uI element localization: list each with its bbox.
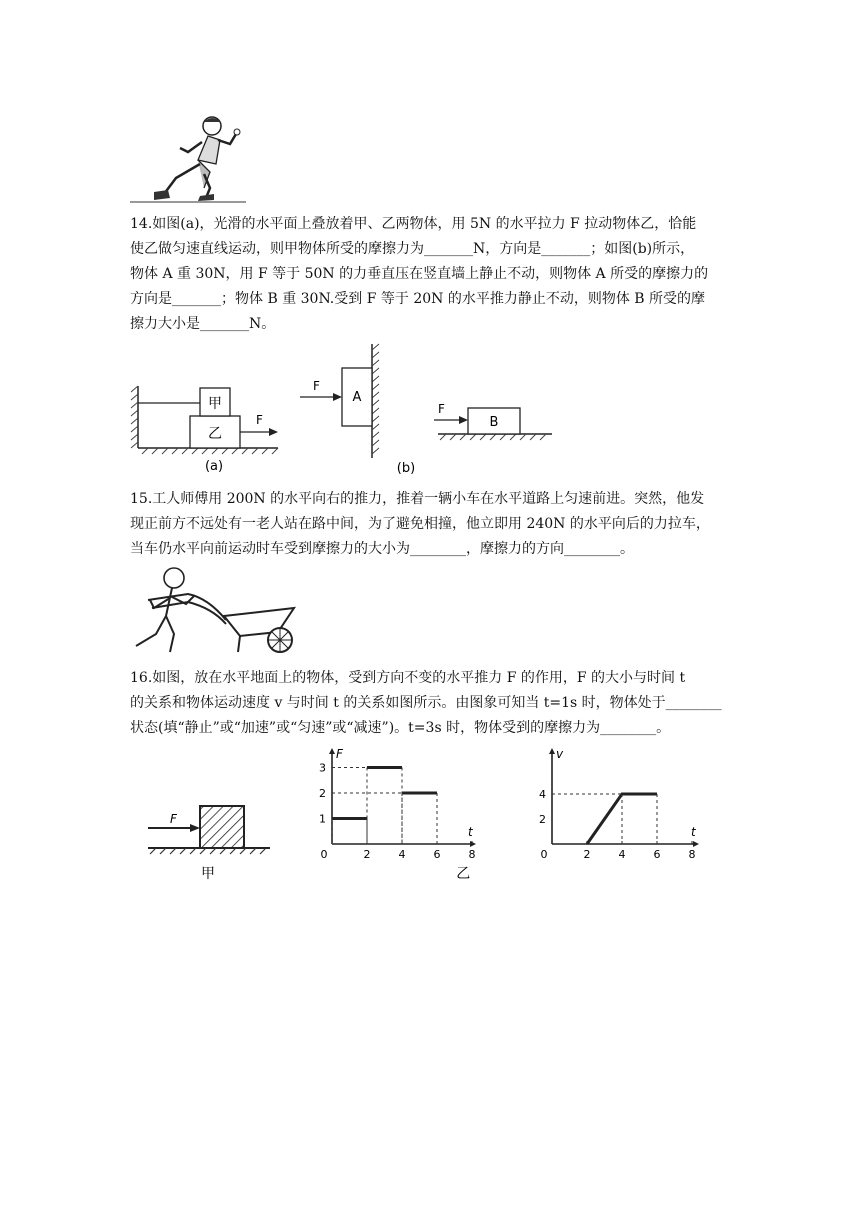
- q16-line: 16.如图，放在水平地面上的物体，受到方向不变的水平推力 F 的作用，F 的大小与时间 t: [130, 670, 686, 686]
- figure-yi-caption: 乙: [456, 866, 471, 882]
- block-b-label: B: [489, 415, 499, 430]
- block-yi-label: 乙: [208, 426, 222, 442]
- y-tick-label: 3: [319, 761, 326, 775]
- block-a-label: A: [352, 390, 362, 405]
- worker-cart-illustration: [128, 564, 308, 656]
- x-tick-label: 6: [433, 848, 441, 861]
- force-f-a-label: F: [313, 379, 320, 393]
- force-f-label: F: [170, 812, 177, 826]
- x-tick-label: 0: [320, 848, 328, 861]
- x-axis-label: t: [691, 825, 696, 839]
- force-f-label: F: [256, 413, 263, 427]
- runner-illustration: [128, 112, 252, 204]
- x-axis-arrow: [470, 841, 476, 847]
- x-tick-label: 0: [540, 848, 548, 861]
- figure-b-wall-and-floor: [296, 340, 558, 480]
- question-16-text: [130, 666, 730, 741]
- q14-line: 14.如图(a)，光滑的水平面上叠放着甲、乙两物体，用 5N 的水平拉力 F 拉动物体乙，恰能: [130, 216, 697, 232]
- q15-line: 现正前方不远处有一老人站在路中间，为了避免相撞，他立即用 240N 的水平向后的力拉车，: [130, 516, 710, 532]
- y-axis-label: F: [336, 747, 343, 761]
- figure-jia-pushed-block: [130, 790, 280, 882]
- y-axis-label: v: [556, 747, 564, 761]
- q14-line: 擦力大小是_______N。: [130, 316, 276, 332]
- force-time-chart: [308, 746, 478, 886]
- x-tick-label: 2: [363, 848, 371, 861]
- y-tick-label: 2: [539, 813, 546, 826]
- question-14-text: [130, 212, 730, 337]
- q15-line: 当车仍水平向前运动时车受到摩擦力的大小为________，摩擦力的方向________。: [130, 541, 634, 557]
- q14-line: 方向是_______；物体 B 重 30N.受到 F 等于 20N 的水平推力静止不动，则物体 B 所受的摩: [130, 291, 706, 307]
- velocity-time-chart: [530, 746, 705, 866]
- x-tick-label: 4: [398, 848, 406, 861]
- x-axis-arrow: [693, 841, 699, 847]
- figure-a-stacked-blocks: [128, 376, 288, 476]
- y-axis-arrow: [329, 748, 335, 754]
- q16-line: 的关系和物体运动速度 v 与时间 t 的关系如图所示。由图象可知当 t=1s 时，物体处于________: [130, 695, 722, 711]
- x-tick-label: 4: [618, 848, 626, 861]
- q14-line: 使乙做匀速直线运动，则甲物体所受的摩擦力为_______N，方向是_______；如图(b)所示，: [130, 241, 695, 257]
- figure-b-caption: (b): [396, 461, 416, 476]
- x-axis-label: t: [468, 825, 473, 839]
- y-tick-label: 4: [539, 788, 546, 801]
- q16-line: 状态(填“静止”或“加速”或“匀速”或“减速”)。t=3s 时，物体受到的摩擦力为________。: [130, 720, 671, 736]
- q15-line: 15.工人师傅用 200N 的水平向右的推力，推着一辆小车在水平道路上匀速前进。突然，他发: [130, 491, 705, 507]
- force-f-b-label: F: [438, 402, 445, 416]
- figure-jia-caption: 甲: [201, 866, 215, 882]
- x-tick-label: 2: [583, 848, 591, 861]
- block-jia-label: 甲: [208, 396, 222, 412]
- y-tick-label: 2: [319, 787, 326, 800]
- y-tick-label: 1: [319, 812, 326, 826]
- x-tick-label: 6: [653, 848, 661, 861]
- q14-line: 物体 A 重 30N，用 F 等于 50N 的力垂直压在竖直墙上静止不动，则物体 A 所受的摩擦力的: [130, 266, 709, 282]
- question-15-text: [130, 487, 730, 562]
- y-axis-arrow: [549, 748, 555, 754]
- x-tick-label: 8: [688, 848, 696, 861]
- figure-a-caption: (a): [204, 459, 224, 474]
- x-tick-label: 8: [468, 848, 476, 861]
